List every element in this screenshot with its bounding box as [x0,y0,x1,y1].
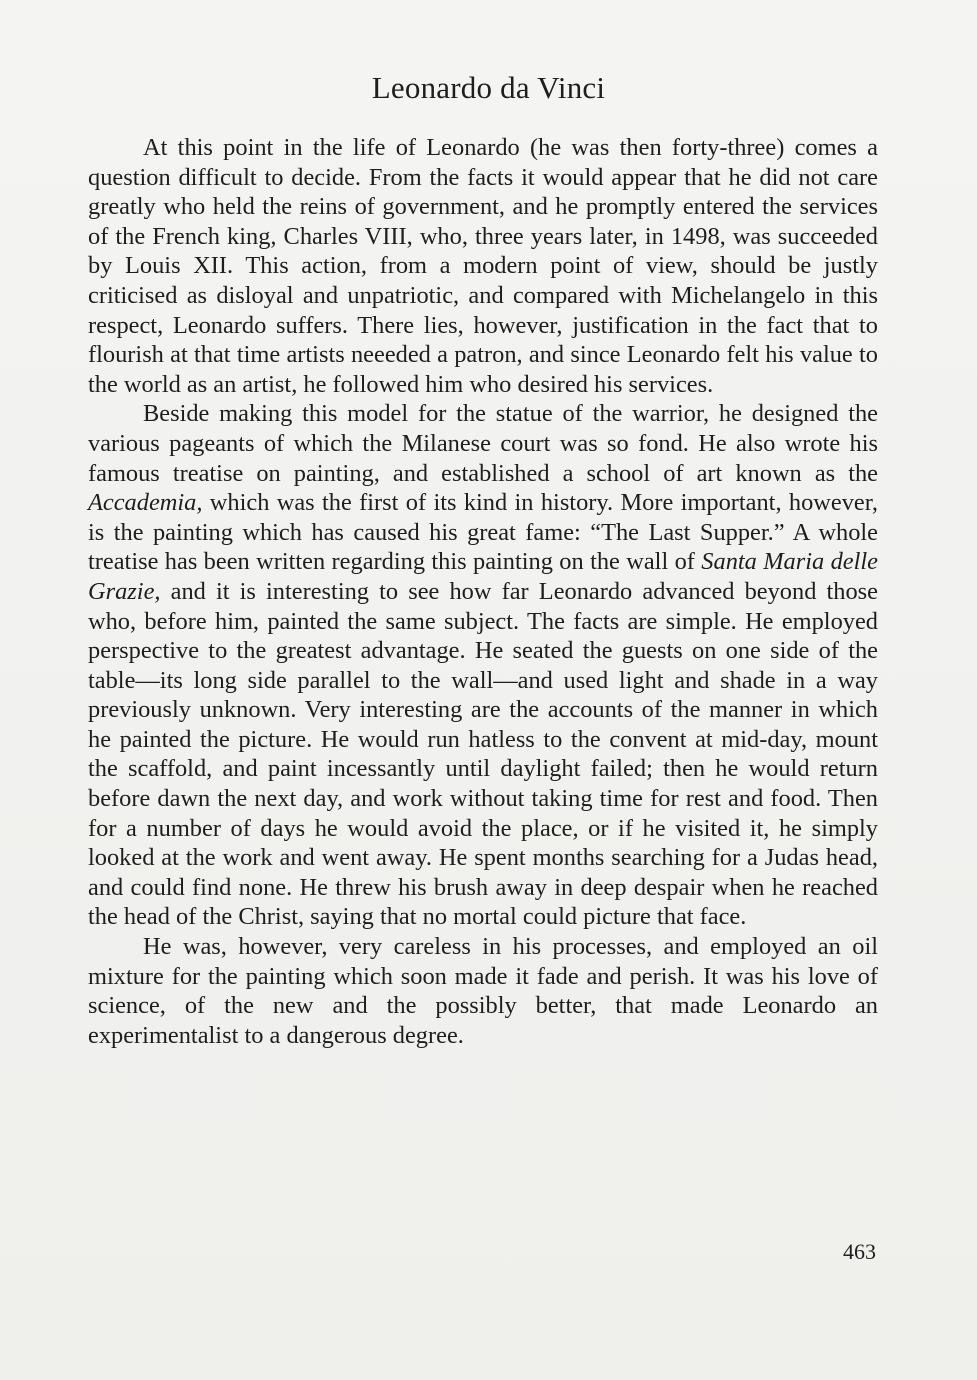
italic-term: Accademia, [88,489,203,517]
paragraph-text: At this point in the life of Leonardo (he was then forty-three) comes a question difficult to decide. From the facts it would appear that he did not care greatly who held the reins of government, and he promptly entered the services of the French king, Charles VIII, who, three years later, in 1498, was succeeded by Louis XII. This action, from a modern point of view, should be justly criticised as disloyal and unpatriotic, and compared with Michelangelo in this respect, Leonardo suffers. There lies, however, justification in the fact that to flourish at that time artists neeeded a patron, and since Leonardo felt his value to the world as an artist, he followed him who desired his services. [88,134,878,398]
paragraph-text: He was, however, very careless in his processes, and employed an oil mixture for the painting which soon made it fade and perish. It was his love of science, of the new and the possibly better, that made Leonardo an experimentalist to a dangerous degree. [88,933,878,1049]
paragraph-text: Beside making this model for the statue of the warrior, he designed the various pageants of which the Milanese court was so fond. He also wrote his famous treatise on painting, and established a school of art known as the [88,400,878,487]
paragraph [88,932,878,1050]
italic-term: Santa Maria delle Grazie, [88,548,878,605]
paragraph [88,133,878,399]
paragraph [88,399,878,932]
page-number: 463 [843,1239,876,1264]
running-head: Leonardo da Vinci [371,70,606,105]
paragraph-text: and it is interesting to see how far Leonardo advanced beyond those who, before him, painted the same subject. The facts are simple. He employed perspective to the greatest advantage. He seated the guests on one side of the table—its long side parallel to the wall—and used light and shade in a way previously unknown. Very interesting are the accounts of the manner in which he painted the picture. He would run hatless to the convent at mid-day, mount the scaffold, and paint incessantly until daylight failed; then he would return before dawn the next day, and work without taking time for rest and food. Then for a number of days he would avoid the place, or if he visited it, he simply looked at the work and went away. He spent months searching for a Judas head, and could find none. He threw his brush away in deep despair when he reached the head of the Christ, saying that no mortal could picture that face. [88,577,878,931]
paragraph-text: which was the first of its kind in history. More important, however, is the painting which has caused his great fame: “The Last Supper.” A whole treatise has been written regarding this painting on the wall of [88,489,878,576]
body-text [88,133,878,1050]
